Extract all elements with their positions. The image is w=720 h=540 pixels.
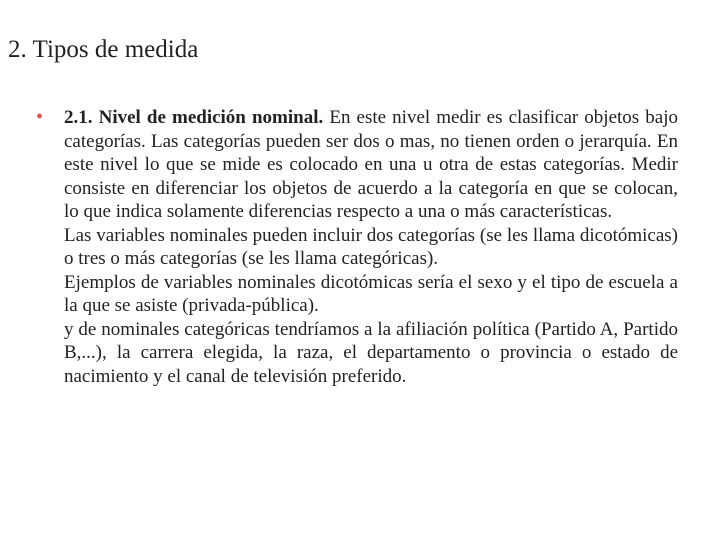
slide-title: 2. Tipos de medida	[8, 36, 199, 63]
paragraph-categorical-examples: y de nominales categóricas tendríamos a la afiliación política (Partido A, Partido B,...), la carrera elegida, la raza, el departamento o provincia o estado de nacimiento y el canal de televisión preferido.	[64, 318, 678, 387]
paragraph-variable-types: Las variables nominales pueden incluir dos categorías (se les llama dicotómicas) o tres o más categorías (se les llama categóricas).	[64, 224, 678, 269]
bullet-item-nominal-level	[36, 106, 678, 388]
paragraph-definition	[64, 106, 678, 224]
paragraph-dichotomous-examples: Ejemplos de variables nominales dicotómicas sería el sexo y el tipo de escuela a la que se asiste (privada-pública).	[64, 271, 678, 316]
bullet-content	[64, 106, 678, 388]
definition-text: En este nivel medir es clasificar objetos bajo categorías. Las categorías pueden ser dos o mas, no tienen orden o jerarquía. En este nivel lo que se mide es colocado en una u otra de estas categorías. Medir consiste en diferenciar los objetos de acuerdo a la categoría en que se colocan, lo que indica solamente diferencias respecto a una o más características.	[64, 107, 678, 222]
bullet-point-icon: •	[36, 106, 44, 128]
section-heading: 2.1. Nivel de medición nominal.	[64, 107, 324, 128]
content-bullet-list	[36, 106, 678, 388]
